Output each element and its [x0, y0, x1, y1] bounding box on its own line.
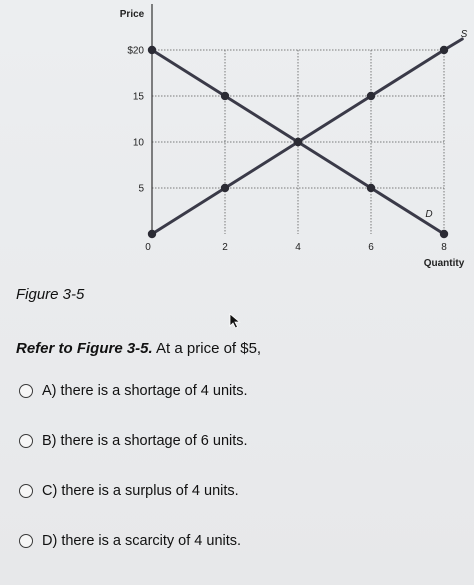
series-point-d-4	[294, 138, 302, 146]
y-tick-label-10: 10	[132, 137, 144, 149]
question-figure-reference: Refer to Figure 3-5.	[16, 340, 153, 357]
series-point-s-0	[148, 230, 156, 238]
x-tick-label-6: 6	[368, 242, 374, 253]
option-c-radio[interactable]	[19, 484, 33, 498]
option-a-text	[42, 383, 248, 399]
option-a-answer: there is a shortage of 4 units.	[60, 383, 248, 399]
y-tick-label-5: 5	[138, 183, 144, 195]
series-point-s-6	[367, 92, 375, 100]
option-b-radio[interactable]	[19, 434, 33, 448]
series-line-s	[152, 39, 462, 234]
x-tick-label-8: 8	[441, 242, 447, 253]
x-tick-label-4: 4	[295, 242, 301, 253]
series-point-s-2	[221, 184, 229, 192]
option-a[interactable]	[19, 380, 248, 402]
mouse-cursor-icon	[229, 313, 241, 329]
series-point-d-2	[221, 92, 229, 100]
option-c-text	[42, 483, 239, 499]
option-d[interactable]	[19, 530, 241, 552]
option-d-radio[interactable]	[19, 534, 33, 548]
y-tick-label-15: 15	[132, 91, 144, 103]
question-prompt: At a price of $5,	[152, 340, 262, 357]
option-b-text	[42, 433, 248, 449]
series-point-d-0	[148, 46, 156, 54]
question-text	[16, 340, 261, 357]
y-tick-label-20: $20	[127, 45, 144, 57]
series-point-d-8	[440, 230, 448, 238]
series-point-s-8	[440, 46, 448, 54]
x-tick-label-2: 2	[222, 242, 228, 253]
option-a-radio[interactable]	[19, 384, 33, 398]
option-c[interactable]	[19, 480, 239, 502]
option-b-answer: there is a shortage of 6 units.	[60, 433, 248, 449]
figure-caption: Figure 3-5	[16, 286, 85, 303]
option-b[interactable]	[19, 430, 248, 452]
option-d-text	[42, 533, 241, 549]
chart-series	[148, 39, 463, 238]
demand-curve-label: D	[425, 209, 433, 220]
x-axis-label: Quantity	[423, 258, 465, 269]
supply-curve-label: S	[460, 29, 468, 40]
option-c-label: C)	[42, 483, 58, 499]
x-tick-label-0: 0	[145, 242, 151, 253]
option-a-label: A)	[42, 383, 57, 399]
y-axis-label: Price	[119, 9, 145, 20]
option-c-answer: there is a surplus of 4 units.	[61, 483, 239, 499]
option-d-answer: there is a scarcity of 4 units.	[61, 533, 242, 549]
supply-demand-chart	[0, 0, 474, 290]
option-b-label: B)	[42, 433, 57, 449]
option-d-label: D)	[42, 533, 58, 549]
series-point-d-6	[367, 184, 375, 192]
